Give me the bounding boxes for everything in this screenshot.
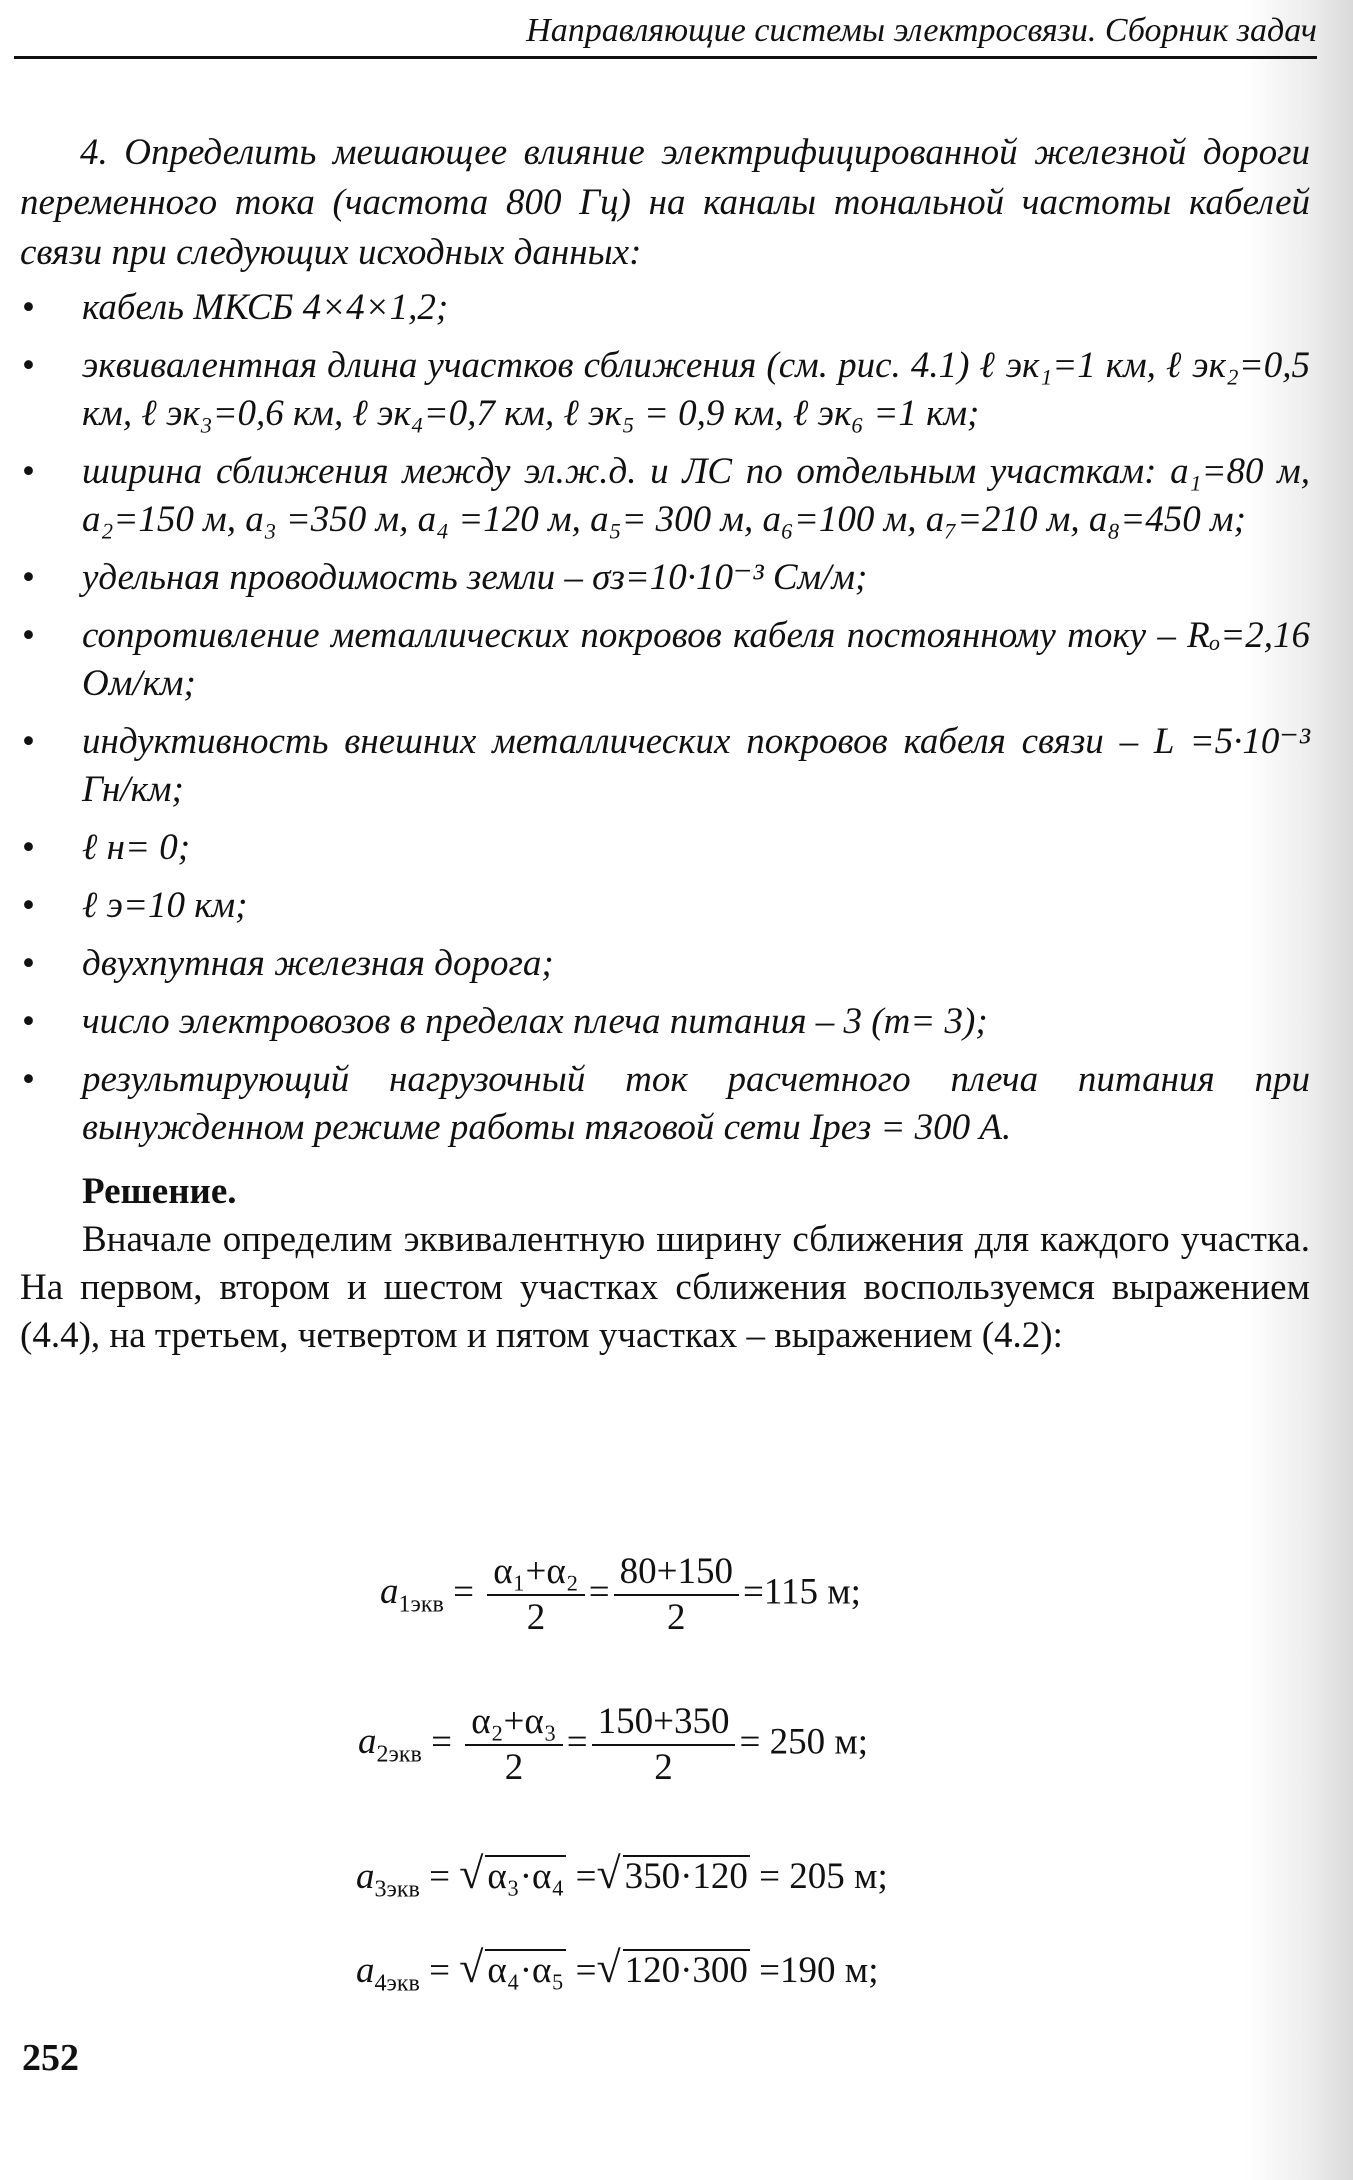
conditions-list <box>20 284 1310 1152</box>
formula-subscript: 1экв <box>398 1591 444 1618</box>
formula-result: = 250 м; <box>739 1721 869 1763</box>
sqrt-expression: α₄·α₅ <box>487 1950 565 1991</box>
condition-item <box>20 824 1310 872</box>
formula-result: =115 м; <box>742 1571 861 1613</box>
fraction-denominator: 2 <box>504 1747 524 1788</box>
bullet-icon: • <box>22 721 35 762</box>
formula-a1: $a_{1экв}$ = $\frac{\text{α₁+α₂}}{2}$ = $\frac{80+150}{2}$ =115 м; <box>380 1551 861 1638</box>
fraction-numerator: α₂+α₃ <box>465 1700 562 1746</box>
bullet-icon: • <box>22 1001 35 1042</box>
sqrt-icon: √ <box>459 1849 484 1898</box>
condition-item <box>20 882 1310 930</box>
header-rule <box>14 56 1317 59</box>
formula-lhs <box>358 1721 422 1768</box>
condition-item <box>20 342 1310 438</box>
formula-result: =190 м; <box>759 1950 879 1991</box>
sqrt-value: 120·300 <box>624 1950 748 1991</box>
formula-var: a <box>356 1856 375 1897</box>
formula-result: = 205 м; <box>759 1856 888 1897</box>
condition-item <box>20 284 1310 332</box>
fraction-numerator: α₁+α₂ <box>487 1550 584 1596</box>
condition-text: ширина сближения между эл.ж.д. и ЛС по отдельным участкам: a₁=80 м, a₂=150 м, a₃ =350 м, a₄ =120 м, a₅= 300 м, a₆=100 м, a₇=210 м, a₈=450 м; <box>82 451 1310 540</box>
fraction-numerator: 80+150 <box>614 1550 739 1596</box>
formula-var: a <box>356 1950 375 1991</box>
formula-a2: $a_{2экв}$ = $\frac{\text{α₂+α₃}}{2}$ = $\frac{150+350}{2}$ = 250 м; <box>358 1701 869 1788</box>
fraction-denominator: 2 <box>526 1597 546 1638</box>
sqrt-expression: α₃·α₄ <box>487 1856 565 1897</box>
condition-text: ℓ э=10 км; <box>82 885 248 926</box>
condition-item <box>20 940 1310 988</box>
formula-subscript: 4экв <box>374 1970 420 1997</box>
running-header: Направляющие системы электросвязи. Сборник задач <box>526 12 1317 49</box>
formula-a3: $a_{3экв}$ = √ α₃·α₄ =√ 350·120 = 205 м; <box>356 1849 888 1903</box>
sqrt-icon: √ <box>596 1849 621 1898</box>
formula-a4: $a_{4экв}$ = √ α₄·α₅ =√ 120·300 =190 м; <box>356 1943 879 1997</box>
sqrt-icon: √ <box>596 1943 621 1992</box>
condition-text: результирующий нагрузочный ток расчетного плеча питания при вынужденном режиме работы тяговой сети Iрез = 300 А. <box>82 1059 1310 1148</box>
bullet-icon: • <box>22 287 35 328</box>
formula-fraction-symbolic <box>487 1550 584 1640</box>
fraction-denominator: 2 <box>667 1597 686 1638</box>
condition-text: кабель МКСБ 4×4×1,2; <box>82 287 449 328</box>
condition-text: удельная проводимость земли – σз=10·10⁻³ См/м; <box>82 557 868 598</box>
condition-text: двухпутная железная дорога; <box>82 943 554 984</box>
fraction-numerator: 150+350 <box>592 1700 736 1746</box>
formula-lhs <box>356 1856 420 1903</box>
condition-item <box>20 448 1310 544</box>
solution-paragraph: Вначале определим эквивалентную ширину сближения для каждого участка. На первом, втором и шестом участках сближения воспользуемся выражением (4.4), на третьем, четвертом и пятом участках – выражением (4.2): <box>20 1219 1310 1356</box>
formula-fraction-symbolic <box>465 1700 562 1790</box>
bullet-icon: • <box>22 885 35 926</box>
bullet-icon: • <box>22 615 35 656</box>
sqrt-value: 350·120 <box>624 1856 748 1897</box>
formula-lhs <box>380 1571 444 1618</box>
page-number: 252 <box>22 2037 79 2079</box>
sqrt-icon: √ <box>459 1943 484 1992</box>
bullet-icon: • <box>22 557 35 598</box>
condition-item <box>20 612 1310 708</box>
condition-item <box>20 998 1310 1046</box>
condition-text: индуктивность внешних металлических покровов кабеля связи – L =5·10⁻³ Гн/км; <box>82 721 1310 810</box>
condition-text: ℓ н= 0; <box>82 827 191 868</box>
formula-lhs <box>356 1950 420 1997</box>
problem-statement: 4. Определить мешающее влияние электрифицированной железной дороги переменного тока (частота 800 Гц) на каналы тональной частоты кабелей связи при следующих исходных данных: <box>20 132 1310 273</box>
bullet-icon: • <box>22 451 35 492</box>
condition-text: эквивалентная длина участков сближения (см. рис. 4.1) ℓ эк₁=1 км, ℓ эк₂=0,5 км, ℓ эк₃=0,6 км, ℓ эк₄=0,7 км, ℓ эк₅ = 0,9 км, ℓ эк₆ =1 км; <box>82 345 1310 434</box>
solution-heading: Решение. <box>82 1171 237 1212</box>
condition-item <box>20 554 1310 602</box>
bullet-icon: • <box>22 827 35 868</box>
condition-text: число электровозов в пределах плеча питания – 3 (m= 3); <box>82 1001 988 1042</box>
formula-var: a <box>358 1721 377 1763</box>
formula-fraction-numeric <box>592 1700 736 1790</box>
condition-item <box>20 1056 1310 1152</box>
condition-item <box>20 718 1310 814</box>
formula-subscript: 3экв <box>374 1876 420 1903</box>
fraction-denominator: 2 <box>654 1747 673 1788</box>
bullet-icon: • <box>22 943 35 984</box>
page-content <box>20 128 1310 1360</box>
bullet-icon: • <box>22 345 35 386</box>
condition-text: сопротивление металлических покровов кабеля постоянному току – Rₒ=2,16 Ом/км; <box>82 615 1310 704</box>
formula-subscript: 2экв <box>376 1741 422 1768</box>
formula-fraction-numeric <box>614 1550 739 1640</box>
bullet-icon: • <box>22 1059 35 1100</box>
formula-var: a <box>380 1571 399 1613</box>
